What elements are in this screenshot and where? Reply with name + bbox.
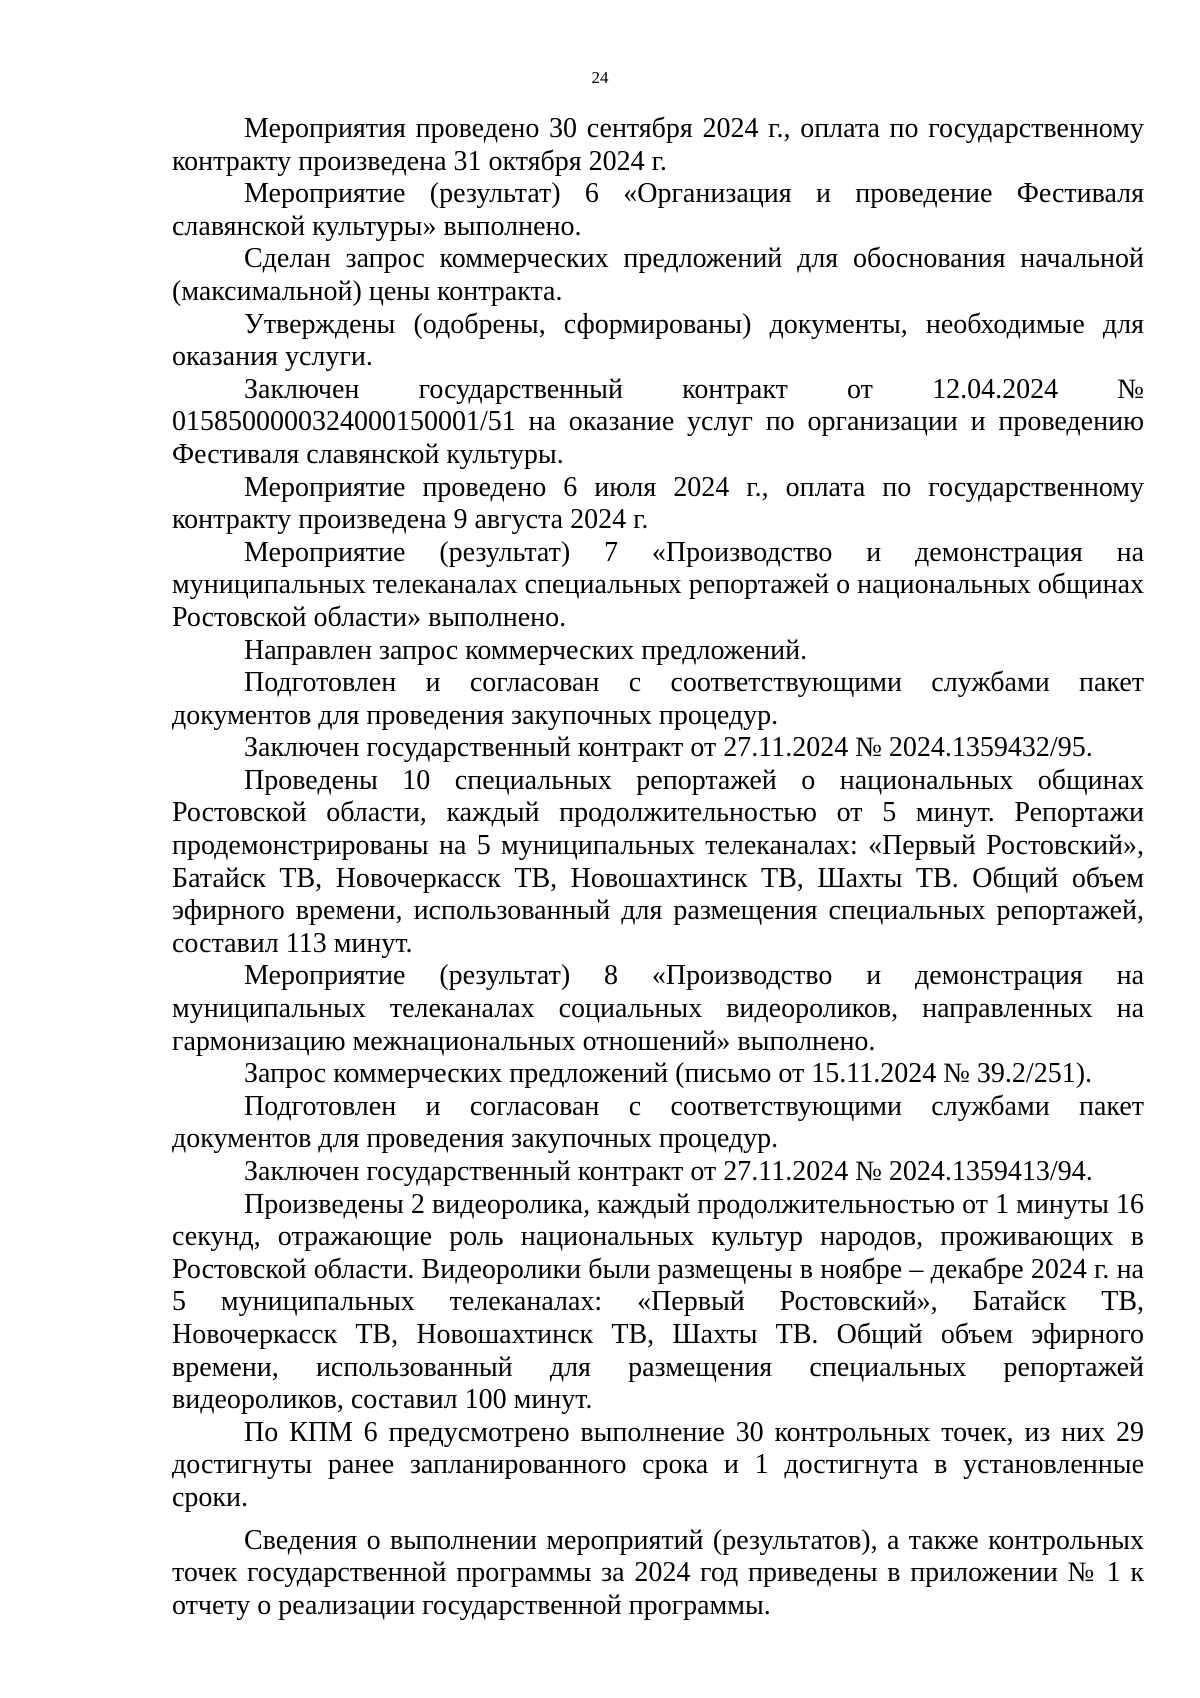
paragraph: Запрос коммерческих предложений (письмо от 15.11.2024 № 39.2/251). xyxy=(244,1058,1093,1090)
paragraph: Заключен государственный контракт от 27.11.2024 № 2024.1359432/95. xyxy=(244,732,1093,764)
paragraph: Мероприятие (результат) 8 «Производство и демонстрация на муниципальных телеканалах социальных видеороликов, направленных на гармонизацию межнациональных отношений» выполнено. xyxy=(172,960,1144,1057)
paragraph: Заключен государственный контракт от 12.04.2024 № 0158500000324000150001/51 на оказание услуг по организации и проведению Фестиваля славянской культуры. xyxy=(172,373,1144,470)
paragraph: Мероприятия проведено 30 сентября 2024 г., оплата по государственному контракту произведена 31 октября 2024 г. xyxy=(172,113,1144,177)
paragraph: Мероприятие (результат) 6 «Организация и проведение Фестиваля славянской культуры» выполнено. xyxy=(172,178,1144,242)
paragraph: Сведения о выполнении мероприятий (результатов), а также контрольных точек государственной программы за 2024 год приведены в приложении № 1 к отчету о реализации государственной программы. xyxy=(172,1524,1144,1621)
paragraph: Мероприятие проведено 6 июля 2024 г., оплата по государственному контракту произведена 9 августа 2024 г. xyxy=(172,471,1144,536)
document-body xyxy=(172,113,1144,1622)
paragraph: Сделан запрос коммерческих предложений для обоснования начальной (максимальной) цены контракта. xyxy=(172,243,1144,307)
paragraph: Заключен государственный контракт от 27.11.2024 № 2024.1359413/94. xyxy=(244,1156,1093,1187)
paragraph: Направлен запрос коммерческих предложений. xyxy=(244,634,808,666)
page-number: 24 xyxy=(591,68,609,87)
paragraph: Мероприятие (результат) 7 «Производство и демонстрация на муниципальных телеканалах специальных репортажей о национальных общинах Ростовской области» выполнено. xyxy=(172,536,1144,633)
paragraph: Проведены 10 специальных репортажей о национальных общинах Ростовской области, каждый продолжительностью от 5 минут. Репортажи продемонстрированы на 5 муниципальных телеканалах: «Первый Ростовский», Батайск ТВ, Новочеркасск ТВ, Новошахтинск ТВ, Шахты ТВ. Общий объем эфирного времени, использованный для размещения специальных репортажей, составил 113 минут. xyxy=(172,764,1144,959)
paragraph: Подготовлен и согласован с соответствующими службами пакет документов для проведения закупочных процедур. xyxy=(172,667,1144,731)
paragraph: Произведены 2 видеоролика, каждый продолжительностью от 1 минуты 16 секунд, отражающие роль национальных культур народов, проживающих в Ростовской области. Видеоролики были размещены в ноябре – декабре 2024 г. на 5 муниципальных телеканалах: «Первый Ростовский», Батайск ТВ, Новочеркасск ТВ, Новошахтинск ТВ, Шахты ТВ. Общий объем эфирного времени, использованный для размещения специальных репортажей видеороликов, составил 100 минут. xyxy=(172,1188,1144,1416)
paragraph: Утверждены (одобрены, сформированы) документы, необходимые для оказания услуги. xyxy=(172,308,1144,373)
paragraph: По КПМ 6 предусмотрено выполнение 30 контрольных точек, из них 29 достигнуты ранее запланированного срока и 1 достигнута в установленные сроки. xyxy=(172,1416,1144,1513)
paragraph: Подготовлен и согласован с соответствующими службами пакет документов для проведения закупочных процедур. xyxy=(172,1090,1144,1155)
